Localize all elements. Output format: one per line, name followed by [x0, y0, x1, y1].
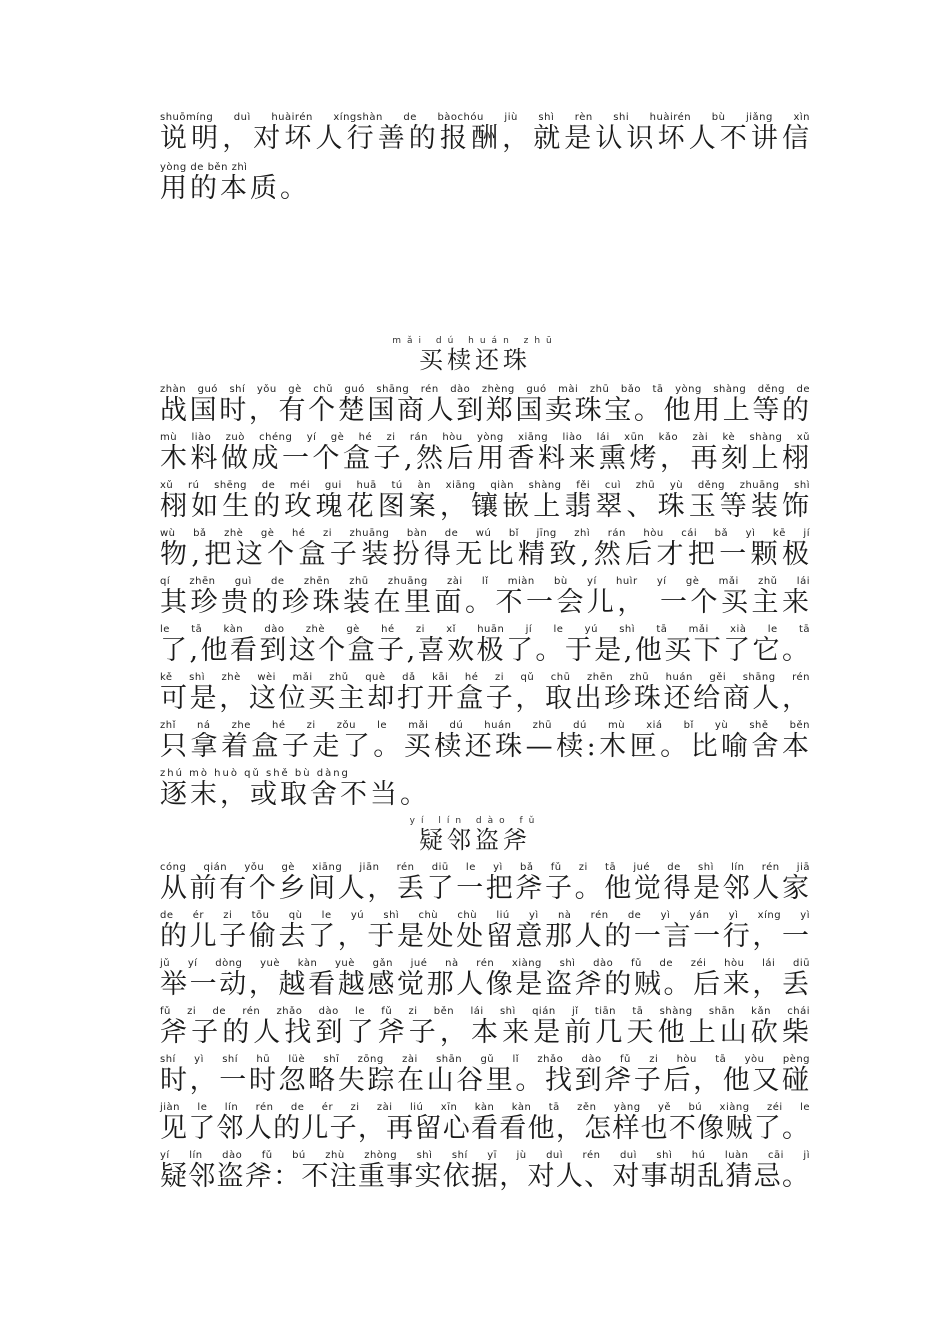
- pinyin-row: jǔ yí dòng yuè kàn yuè gǎn jué nà rén xiàng shì dào fǔ de zéi hòu lái diū: [160, 958, 810, 969]
- pinyin-row: zhǐ ná zhe hé zi zǒu le mǎi dú huán zhū dú mù xiá bǐ yù shě běn: [160, 720, 810, 731]
- hanzi-row: 举一动，越看越感觉那人像是盗斧的贼。后来，丢: [160, 969, 810, 1000]
- hanzi-row: 木料做成一个盒子,然后用香料来熏烤，再刻上栩: [160, 443, 810, 474]
- pinyin-row: de ér zi tōu qù le yú shì chù chù liú yì nà rén de yì yán yì xíng yì: [160, 910, 810, 921]
- text-line: [160, 162, 810, 208]
- hanzi-row: 用的本质。: [160, 173, 310, 204]
- text-line: [160, 112, 810, 158]
- pinyin-row: shuōmíng duì huàirén xíngshàn de bàochóu jiù shì rèn shi huàirén bù jiǎng xìn: [160, 112, 810, 123]
- text-line: [160, 576, 810, 622]
- pinyin-row: jiàn le lín rén de ér zi zài liú xīn kàn kàn tā zěn yàng yě bú xiàng zéi le: [160, 1102, 810, 1113]
- text-line: [160, 1102, 810, 1148]
- hanzi-row: 了,他看到这个盒子,喜欢极了。于是,他买下了它。: [160, 635, 810, 666]
- text-line: [160, 1054, 810, 1100]
- hanzi-row: 物,把这个盒子装扮得无比精致,然后才把一颗极: [160, 539, 810, 570]
- pinyin-row: xǔ rú shēng de méi gui huā tú àn xiāng qiàn shàng fěi cuì zhū yù děng zhuāng shì: [160, 480, 810, 491]
- pinyin-row: yòng de běn zhì: [160, 162, 248, 173]
- pinyin-row: le tā kàn dào zhè gè hé zi xǐ huān jí le yú shì tā mǎi xià le tā: [160, 624, 810, 635]
- pinyin-row: zhú mò huò qǔ shě bù dàng: [160, 768, 350, 779]
- pinyin-row: kě shì zhè wèi mǎi zhǔ què dǎ kāi hé zi qǔ chū zhēn zhū huán gěi shāng rén: [160, 672, 810, 683]
- hanzi-row: 战国时，有个楚国商人到郑国卖珠宝。他用上等的: [160, 395, 810, 426]
- hanzi-row: 斧子的人找到了斧子，本来是前几天他上山砍柴: [160, 1017, 810, 1048]
- pinyin-row: zhàn guó shí yǒu gè chǔ guó shāng rén dào zhèng guó mài zhū bǎo tā yòng shàng děng de: [160, 384, 810, 395]
- text-line: [160, 528, 810, 574]
- hanzi-row: 可是，这位买主却打开盒子，取出珍珠还给商人，: [160, 683, 810, 714]
- text-line: [160, 1150, 810, 1196]
- hanzi-row: 逐末，或取舍不当。: [160, 779, 430, 810]
- hanzi-row: 疑邻盗斧：不注重事实依据，对人、对事胡乱猜忌。: [160, 1161, 810, 1192]
- hanzi-row: 栩如生的玫瑰花图案，镶嵌上翡翠、珠玉等装饰: [160, 491, 810, 522]
- text-line: [160, 720, 810, 766]
- hanzi-row: 时，一时忽略失踪在山谷里。找到斧子后，他又碰: [160, 1065, 810, 1096]
- story2-title-pinyin: yí lín dào fǔ: [409, 816, 541, 826]
- hanzi-row: 见了邻人的儿子，再留心看看他，怎样也不像贼了。: [160, 1113, 810, 1144]
- text-line: [160, 958, 810, 1004]
- text-line: [160, 672, 810, 718]
- text-line: [160, 768, 810, 814]
- hanzi-row: 的儿子偷去了，于是处处留意那人的一言一行，一: [160, 921, 810, 952]
- pinyin-row: qí zhēn guì de zhēn zhū zhuāng zài lǐ miàn bù yí huìr yí gè mǎi zhǔ lái: [160, 576, 810, 587]
- pinyin-row: wù bǎ zhè gè hé zi zhuāng bàn de wú bǐ jīng zhì rán hòu cái bǎ yì kē jí: [160, 528, 810, 539]
- text-line: [160, 910, 810, 956]
- story2-title: 疑邻盗斧: [419, 826, 531, 854]
- pinyin-row: mù liào zuò chéng yí gè hé zi rán hòu yòng xiāng liào lái xūn kǎo zài kè shàng xǔ: [160, 432, 810, 443]
- hanzi-row: 只拿着盒子走了。买椟还珠—椟:木匣。比喻舍本: [160, 731, 810, 762]
- pinyin-row: yí lín dào fǔ bú zhù zhòng shì shí yī jù duì rén duì shì hú luàn cāi jì: [160, 1150, 810, 1161]
- text-line: [160, 624, 810, 670]
- text-line: [160, 862, 810, 908]
- text-line: [160, 480, 810, 526]
- hanzi-row: 说明，对坏人行善的报酬，就是认识坏人不讲信: [160, 123, 810, 154]
- pinyin-row: shí yì shí hū lüè shī zōng zài shān gǔ lǐ zhǎo dào fǔ zi hòu tā yòu pèng: [160, 1054, 810, 1065]
- pinyin-row: cóng qián yǒu gè xiāng jiān rén diū le yì bǎ fǔ zi tā jué de shì lín rén jiā: [160, 862, 810, 873]
- hanzi-row: 其珍贵的珍珠装在里面。不一会儿， 一个买主来: [160, 587, 810, 618]
- hanzi-row: 从前有个乡间人，丢了一把斧子。他觉得是邻人家: [160, 873, 810, 904]
- pinyin-row: fǔ zi de rén zhǎo dào le fǔ zi běn lái shì qián jǐ tiān tā shàng shān kǎn chái: [160, 1006, 810, 1017]
- story1-title: 买椟还珠: [419, 346, 531, 374]
- text-line: [160, 432, 810, 478]
- story1-title-pinyin: mǎi dú huán zhū: [392, 336, 558, 346]
- text-line: [160, 384, 810, 430]
- text-line: [160, 1006, 810, 1052]
